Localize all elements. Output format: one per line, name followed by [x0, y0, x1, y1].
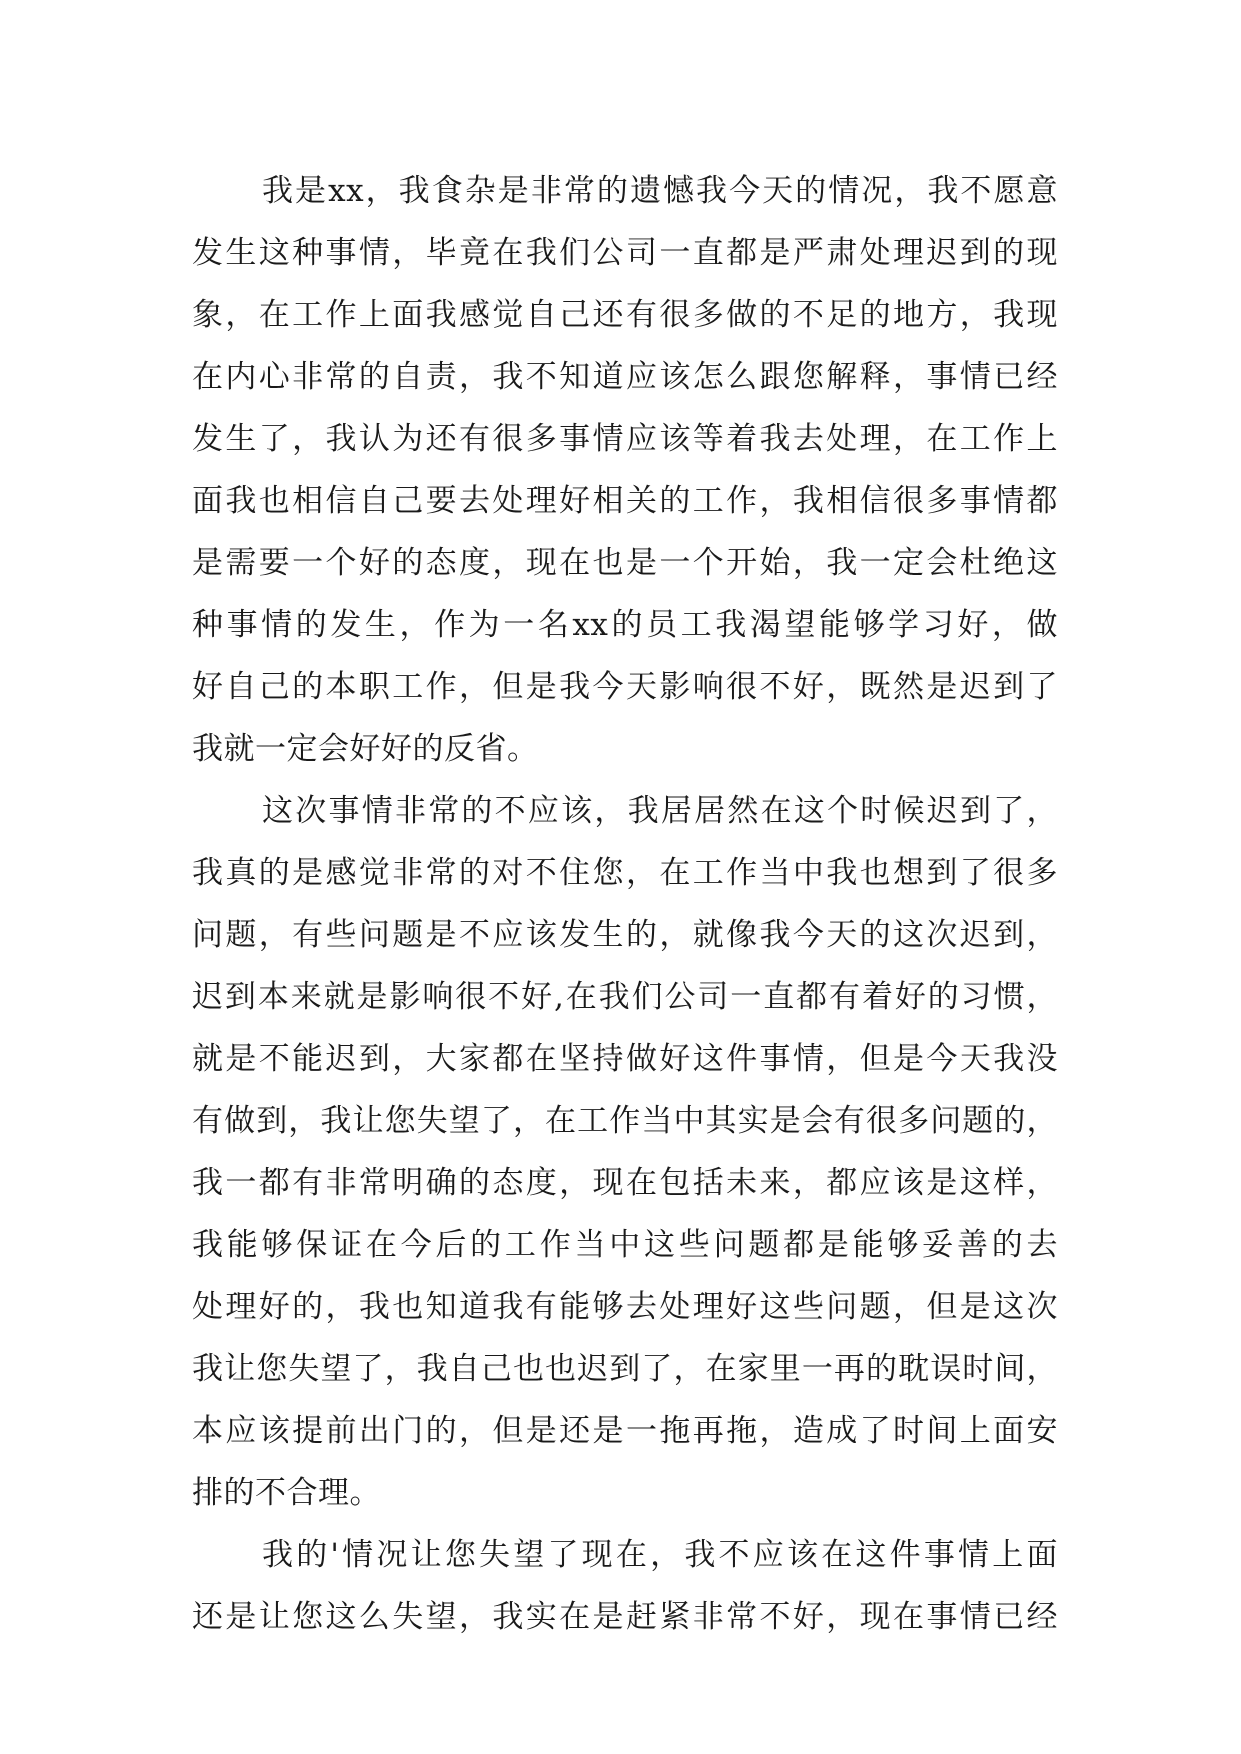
text-line: 我就一定会好好的反省。 — [192, 731, 539, 767]
text-line: 我一都有非常明确的态度，现在包括未来，都应该是这样， — [192, 1165, 1058, 1201]
text-line: 有做到，我让您失望了，在工作当中其实是会有很多问题的， — [192, 1103, 1058, 1139]
text-line: 本应该提前出门的，但是还是一拖再拖，造成了时间上面安 — [192, 1413, 1058, 1449]
text-line: 迟到本来就是影响很不好,在我们公司一直都有着好的习惯， — [192, 979, 1058, 1015]
text-line: 排的不合理。 — [192, 1475, 381, 1511]
text-line: 我让您失望了，我自己也也迟到了，在家里一再的耽误时间， — [192, 1351, 1058, 1387]
text-line: 发生这种事情，毕竟在我们公司一直都是严肃处理迟到的现 — [192, 235, 1058, 271]
text-line: 是需要一个好的态度，现在也是一个开始，我一定会杜绝这 — [192, 545, 1058, 581]
paragraph-1 — [192, 160, 1058, 780]
text-line: 我真的是感觉非常的对不住您，在工作当中我也想到了很多 — [192, 855, 1058, 891]
text-line: 还是让您这么失望，我实在是赶紧非常不好，现在事情已经 — [192, 1599, 1058, 1635]
text-line: 我是xx，我食杂是非常的遗憾我今天的情况，我不愿意 — [262, 173, 1058, 209]
text-line: 在内心非常的自责，我不知道应该怎么跟您解释，事情已经 — [192, 359, 1058, 395]
text-line: 处理好的，我也知道我有能够去处理好这些问题，但是这次 — [192, 1289, 1058, 1325]
text-line: 我能够保证在今后的工作当中这些问题都是能够妥善的去 — [192, 1227, 1058, 1263]
text-line: 象，在工作上面我感觉自己还有很多做的不足的地方，我现 — [192, 297, 1058, 333]
text-line: 好自己的本职工作，但是我今天影响很不好，既然是迟到了 — [192, 669, 1058, 705]
paragraph-3 — [192, 1524, 1058, 1648]
text-line: 种事情的发生，作为一名xx的员工我渴望能够学习好，做 — [192, 607, 1058, 643]
text-line: 问题，有些问题是不应该发生的，就像我今天的这次迟到， — [192, 917, 1058, 953]
text-line: 就是不能迟到，大家都在坚持做好这件事情，但是今天我没 — [192, 1041, 1058, 1077]
document-body — [192, 160, 1058, 1648]
paragraph-2 — [192, 780, 1058, 1524]
text-line: 面我也相信自己要去处理好相关的工作，我相信很多事情都 — [192, 483, 1058, 519]
text-line: 这次事情非常的不应该，我居居然在这个时候迟到了， — [262, 793, 1058, 829]
text-line: 发生了，我认为还有很多事情应该等着我去处理，在工作上 — [192, 421, 1058, 457]
text-line: 我的'情况让您失望了现在，我不应该在这件事情上面 — [262, 1537, 1058, 1573]
